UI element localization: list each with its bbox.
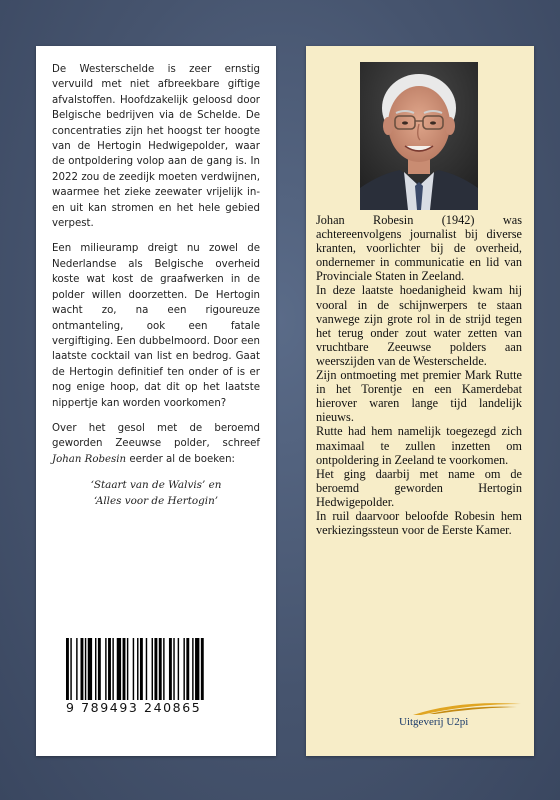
bio-paragraph-2: In deze laatste hoedanigheid kwam hij vooral in de schijnwerpers te staan vanwege zijn grote rol in de strijd tegen het terug onder zout water zetten van vruchtbare Zeeuwse polders aan weerszijden van de Westerschelde. xyxy=(316,283,522,368)
blurb-panel xyxy=(36,46,276,756)
book-title-2: ‘Alles voor de Hertogin’ xyxy=(93,495,219,508)
intro-before: Over het gesol met de beroemd geworden Zeeuwse polder, schreef xyxy=(52,422,260,450)
bio-paragraph-3: Zijn ontmoeting met premier Mark Rutte in het Torentje en een Kamerdebat hierover waren lange tijd landelijk nieuws. xyxy=(316,368,522,425)
bio-paragraph-6: In ruil daarvoor beloofde Robesin hem verkiezingssteun voor de Eerste Kamer. xyxy=(316,508,522,538)
barcode-bars xyxy=(64,638,254,700)
author-panel xyxy=(306,46,534,756)
publisher-swoosh-icon xyxy=(399,698,529,718)
publisher-logo xyxy=(399,698,529,738)
author-portrait-image xyxy=(360,62,478,210)
author-name: Johan Robesin xyxy=(52,453,127,465)
blurb-paragraph-1: De Westerschelde is zeer ernstig vervuild met niet afbreekbare giftige afvalstoffen. Hoofdzakelijk geloosd door Belgische bedrijven via de Schelde. De concentraties zijn het hoogst ter hoogte van de Hertogin Hedwigepolder, waar de ontpoldering volop aan de gang is. In 2022 zou de zeedijk moeten verdwijnen, waarmee het zieke zeewater vrijelijk in- en uit kan stromen en het hele gebied verpest. xyxy=(52,64,260,230)
bio-paragraph-4: Rutte had hem namelijk toegezegd zich maximaal te zullen inzetten om ontpoldering in Zeeland te voorkomen. xyxy=(316,424,522,467)
blurb-text xyxy=(52,62,260,509)
barcode xyxy=(64,638,254,716)
publisher-name: Uitgeverij U2pi xyxy=(399,716,469,728)
blurb-paragraph-3 xyxy=(52,421,260,467)
book-titles xyxy=(52,477,260,509)
isbn-number: 9 789493 240865 xyxy=(66,700,202,715)
book-title-1: ‘Staart van de Walvis’ en xyxy=(90,479,222,492)
bio-paragraph-1: Johan Robesin (1942) was achtereenvolgens journalist bij diverse kranten, voorlichter bij de overheid, ondernemer in communicatie en lid van Provinciale Staten in Zeeland. xyxy=(316,213,522,284)
bio-paragraph-5: Het ging daarbij met name om de beroemd geworden Hertogin Hedwigepolder. xyxy=(316,466,522,509)
blurb-paragraph-2: Een milieuramp dreigt nu zowel de Nederlandse als Belgische overheid koste wat kost de graafwerken in de polder willen doorzetten. De Hertogin wacht zo, na een rigoureuze ontmanteling, ook een fatale vergiftiging. Een dubbelmoord. Door een laatste cocktail van list en bedrog. Gaat de Hertogin definitief ten onder of is er nog enige hoop, dat dit op het laatste nippertje kan worden voorkomen? xyxy=(52,243,260,409)
intro-after: eerder al de boeken: xyxy=(129,453,235,465)
author-photo xyxy=(360,62,478,210)
author-bio xyxy=(316,213,522,537)
